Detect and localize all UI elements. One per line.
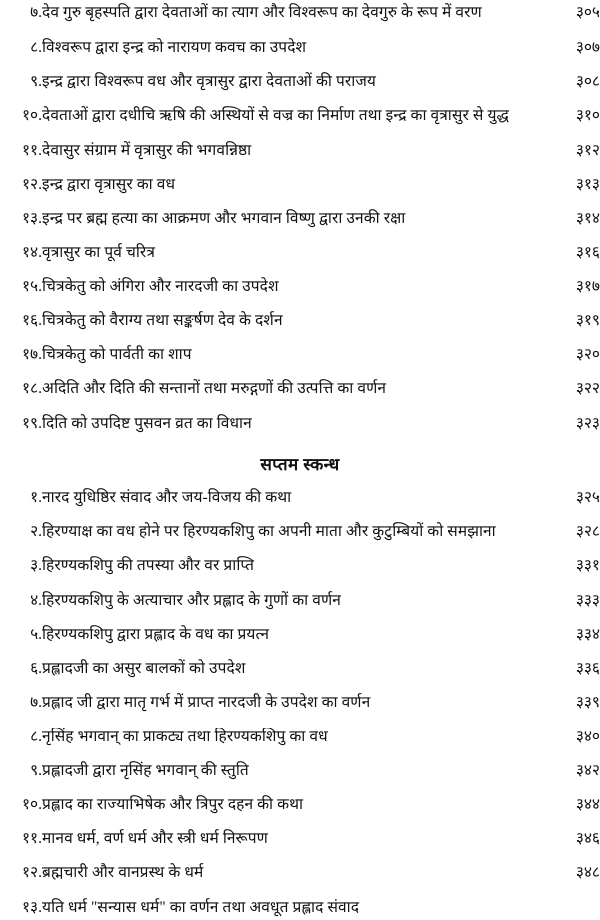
- entry-page: ३२८: [575, 522, 600, 540]
- row-spacer: [0, 265, 600, 274]
- entry-title: नारद युधिष्ठिर संवाद और जय-विजय की कथा: [42, 488, 292, 506]
- entry-title: हिरण्याक्ष का वध होने पर हिरण्यकशिपु का अपनी माता और कुटुम्बियों को समझाना: [42, 522, 496, 540]
- entry-page: ३१६: [575, 243, 600, 261]
- entry-title: देव गुरु बृहस्पति द्वारा देवताओं का त्याग और विश्वरूप का देवगुरु के रूप में वरण: [42, 4, 482, 21]
- entry-page: ३३६: [575, 659, 600, 677]
- entry-number: ५.: [30, 625, 42, 643]
- entry-title: मानव धर्म, वर्ण धर्म और स्त्री धर्म निरूपण: [42, 830, 268, 848]
- table-row: [0, 860, 600, 885]
- entry-page: ३१३: [575, 175, 600, 193]
- entry-number: १३.: [22, 898, 42, 916]
- entry-title: देवासुर संग्राम में वृत्रासुर की भगवन्निष्ठा: [42, 141, 252, 159]
- entry-page: ३१२: [575, 141, 600, 159]
- section-heading: सप्तम स्कन्ध: [260, 454, 340, 474]
- entry-number: ३.: [30, 557, 42, 575]
- entry-number: ७.: [30, 4, 42, 21]
- table-row: [0, 376, 600, 401]
- entry-page: ३१९: [575, 312, 600, 330]
- entry-page: ३०७: [575, 38, 600, 56]
- table-row: [0, 308, 600, 333]
- entry-page: ३४०: [575, 728, 600, 746]
- entry-number: १.: [30, 488, 42, 506]
- entry-page: [554, 895, 600, 920]
- row-spacer: [0, 163, 600, 172]
- row-spacer: [0, 647, 600, 656]
- table-row: [0, 826, 600, 851]
- entry-page: ३३१: [575, 557, 600, 575]
- entry-title: नृसिंह भगवान् का प्राकट्य तथा हिरण्यकशिपु का वध: [42, 728, 328, 746]
- entry-number: ६.: [30, 659, 42, 677]
- row-spacer: [0, 579, 600, 588]
- entry-title: देवताओं द्वारा दधीचि ऋषि की अस्थियों से वज्र का निर्माण तथा इन्द्र का वृत्रासुर से युद्ध: [42, 106, 510, 124]
- table-row: [0, 553, 600, 578]
- table-row: [0, 588, 600, 613]
- table-row: [0, 622, 600, 647]
- entry-title: चित्रकेतु को पार्वती का शाप: [42, 346, 192, 364]
- entry-title: चित्रकेतु को अंगिरा और नारदजी का उपदेश: [42, 278, 279, 296]
- row-spacer: [0, 367, 600, 376]
- entry-number: ११.: [22, 830, 42, 848]
- table-row: [0, 342, 600, 367]
- entry-number: ११.: [22, 141, 42, 159]
- entry-number: १०.: [22, 796, 42, 814]
- entry-title: प्रह्लादजी का असुर बालकों को उपदेश: [42, 659, 246, 677]
- entry-page: ३३९: [575, 693, 600, 711]
- row-spacer: [0, 333, 600, 342]
- row-spacer: [0, 299, 600, 308]
- entry-page: ३२०: [575, 346, 600, 364]
- entry-page: ३१४: [575, 209, 600, 227]
- entry-title: अदिति और दिति की सन्तानों तथा मरुद्गणों की उत्पत्ति का वर्णन: [42, 380, 387, 398]
- table-row: [0, 35, 600, 60]
- table-row: [0, 172, 600, 197]
- entry-number: १२.: [22, 864, 42, 882]
- entry-title: प्रह्लाद का राज्याभिषेक और त्रिपुर दहन की कथा: [42, 796, 304, 814]
- table-row: [0, 485, 600, 510]
- entry-title: इन्द्र पर ब्रह्म हत्या का आक्रमण और भगवान विष्णु द्वारा उनकी रक्षा: [42, 209, 406, 227]
- entry-number: ४.: [30, 591, 42, 609]
- entry-title: इन्द्र द्वारा विश्वरूप वध और वृत्रासुर द्वारा देवताओं की पराजय: [42, 72, 377, 90]
- row-spacer: [0, 715, 600, 724]
- row-spacer: [0, 681, 600, 690]
- row-spacer: [0, 613, 600, 622]
- table-row: [0, 690, 600, 715]
- entry-page: ३०५: [575, 4, 600, 21]
- table-row: [0, 656, 600, 681]
- row-spacer: [0, 749, 600, 758]
- entry-page: ३०८: [575, 72, 600, 90]
- entry-page: ३३४: [575, 625, 600, 643]
- table-row: [0, 274, 600, 299]
- row-spacer: [0, 817, 600, 826]
- table-row: [0, 411, 600, 436]
- entry-number: ९.: [30, 72, 42, 90]
- entry-title: इन्द्र द्वारा वृत्रासुर का वध: [42, 175, 176, 193]
- entry-number: १५.: [22, 278, 42, 296]
- entry-page: ३३३: [575, 591, 600, 609]
- entry-number: १७.: [22, 346, 42, 364]
- table-row: [0, 792, 600, 817]
- row-spacer: [0, 197, 600, 206]
- entry-title: प्रह्लाद जी द्वारा मातृ गर्भ में प्राप्त नारदजी के उपदेश का वर्णन: [42, 693, 371, 711]
- entry-title: ब्रह्मचारी और वानप्रस्थ के धर्म: [42, 864, 204, 882]
- table-row: [0, 206, 600, 231]
- table-row: [0, 895, 600, 920]
- row-spacer: [0, 510, 600, 519]
- entry-number: ७.: [30, 693, 42, 711]
- table-row: [0, 758, 600, 783]
- entry-title: हिरण्यकशिपु द्वारा प्रह्लाद के वध का प्रयत्न: [42, 625, 270, 643]
- row-spacer: [0, 544, 600, 553]
- entry-page: ३१०: [575, 106, 600, 124]
- row-spacer: [0, 851, 600, 860]
- entry-page: ३४२: [575, 762, 600, 780]
- table-row: [0, 103, 600, 129]
- entry-page: ३४६: [575, 830, 600, 848]
- entry-title: हिरण्यकशिपु के अत्याचार और प्रह्लाद के गुणों का वर्णन: [42, 591, 341, 609]
- entry-number: १४.: [22, 243, 42, 261]
- section-heading-row: [0, 436, 600, 485]
- table-row: [0, 240, 600, 265]
- entry-page: ३४८: [575, 864, 600, 882]
- entry-number: ८.: [30, 38, 42, 56]
- entry-number: २.: [30, 522, 42, 540]
- entry-number: १६.: [22, 312, 42, 330]
- entry-page: ३४४: [575, 796, 600, 814]
- entry-page: ३२५: [575, 488, 600, 506]
- row-spacer: [0, 783, 600, 792]
- entry-title: वृत्रासुर का पूर्व चरित्र: [42, 243, 156, 261]
- entry-page: ३२२: [575, 380, 600, 398]
- row-spacer: [0, 231, 600, 240]
- table-row: [0, 138, 600, 163]
- entry-title: विश्वरूप द्वारा इन्द्र को नारायण कवच का उपदेश: [42, 38, 307, 56]
- entry-title: प्रह्लादजी द्वारा नृसिंह भगवान् की स्तुति: [42, 762, 249, 780]
- entry-number: १८.: [22, 380, 42, 398]
- entry-number: १३.: [22, 209, 42, 227]
- row-spacer: [0, 886, 600, 895]
- row-spacer: [0, 60, 600, 69]
- entry-title: हिरण्यकशिपु की तपस्या और वर प्राप्ति: [42, 557, 255, 575]
- entry-number: १०.: [22, 106, 42, 124]
- entry-page: ३१७: [575, 278, 600, 296]
- entry-title: दिति को उपदिष्ट पुसवन व्रत का विधान: [42, 414, 252, 432]
- entry-title: यति धर्म "सन्यास धर्म" का वर्णन तथा अवधूत प्रह्लाद संवाद: [42, 898, 360, 916]
- table-row: [0, 519, 600, 545]
- entry-number: १२.: [22, 175, 42, 193]
- entry-page: ३२३: [575, 414, 600, 432]
- entry-title: चित्रकेतु को वैराग्य तथा सङ्कर्षण देव के दर्शन: [42, 312, 283, 330]
- row-spacer: [0, 129, 600, 138]
- row-spacer: [0, 94, 600, 103]
- table-row: [0, 69, 600, 94]
- table-row: [0, 0, 600, 26]
- entry-number: ९.: [30, 762, 42, 780]
- entry-number: ८.: [30, 728, 42, 746]
- row-spacer: [0, 26, 600, 35]
- entry-number: १९.: [22, 414, 42, 432]
- row-spacer: [0, 402, 600, 411]
